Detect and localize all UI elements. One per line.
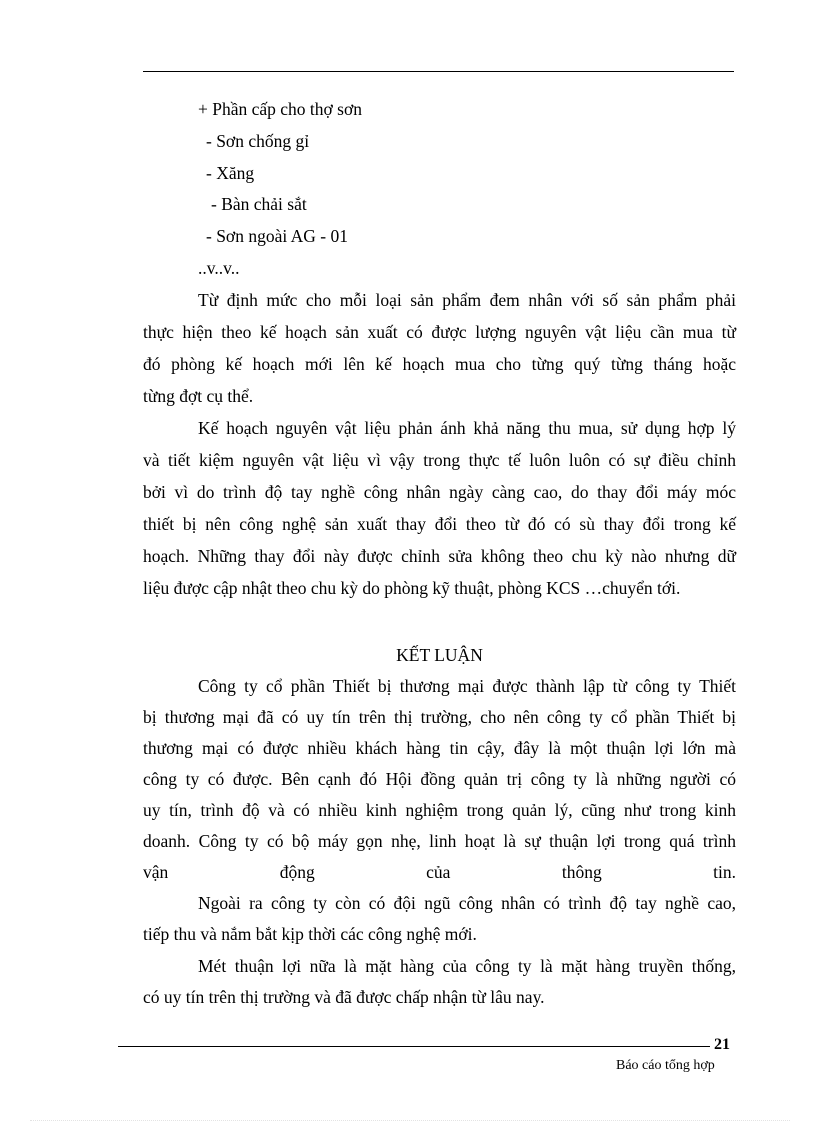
page-number: 21 [714, 1036, 730, 1053]
material-item: - Sơn ngoài AG - 01 [206, 226, 348, 246]
conclusion-line: Công ty cổ phần Thiết bị thương mại được thành lập từ công ty Thiết [198, 676, 736, 696]
materials-heading: + Phần cấp cho thợ sơn [198, 99, 362, 119]
conclusion-line: tiếp thu và nắm bắt kịp thời các công nghệ mới. [143, 924, 477, 944]
conclusion-line: bị thương mại đã có uy tín trên thị trường, cho nên công ty cổ phần Thiết bị [143, 707, 736, 727]
paragraph-line: Kế hoạch nguyên vật liệu phản ánh khả năng thu mua, sử dụng hợp lý [198, 418, 736, 438]
paragraph-line: liệu được cập nhật theo chu kỳ do phòng kỹ thuật, phòng KCS …chuyển tới. [143, 578, 681, 598]
conclusion-title: KẾT LUẬN [396, 645, 483, 665]
footer-title: Báo cáo tổng hợp [616, 1058, 715, 1073]
header-rule [143, 71, 734, 72]
material-item: - Sơn chống gỉ [206, 131, 310, 151]
page-edge-divider [30, 1120, 790, 1121]
paragraph-line: từng đợt cụ thể. [143, 386, 254, 406]
paragraph-line: đó phòng kế hoạch mới lên kế hoạch mua cho từng quý từng tháng hoặc [143, 354, 736, 374]
conclusion-line: doanh. Công ty có bộ máy gọn nhẹ, linh hoạt là sự thuận lợi trong quá trình [143, 831, 736, 851]
paragraph-line: thực hiện theo kế hoạch sản xuất có được lượng nguyên vật liệu cần mua từ [143, 322, 736, 342]
conclusion-line: vận động của thông tin. [143, 862, 736, 882]
paragraph-line: Từ định mức cho mỗi loại sản phẩm đem nhân với số sản phẩm phải [198, 290, 736, 310]
conclusion-line: có uy tín trên thị trường và đã được chấp nhận từ lâu nay. [143, 987, 545, 1007]
etc-text: ..v..v.. [198, 258, 240, 278]
material-item: - Bàn chải sắt [211, 194, 307, 214]
paragraph-line: thiết bị nên công nghệ sản xuất thay đổi theo từ đó có sù thay đổi trong kế [143, 514, 736, 534]
conclusion-line: Ngoài ra công ty còn có đội ngũ công nhân có trình độ tay nghề cao, [198, 893, 736, 913]
paragraph-line: và tiết kiệm nguyên vật liệu vì vậy trong thực tế luôn luôn có sự điều chỉnh [143, 450, 736, 470]
conclusion-line: thương mại có được nhiều khách hàng tin cậy, đây là một thuận lợi lớn mà [143, 738, 736, 758]
paragraph-line: hoạch. Những thay đổi này được chỉnh sửa không theo chu kỳ nào nhưng dữ [143, 546, 736, 566]
conclusion-line: uy tín, trình độ và có nhiều kinh nghiệm trong quản lý, cũng như trong kinh [143, 800, 736, 820]
conclusion-line: công ty có được. Bên cạnh đó Hội đồng quản trị công ty là những người có [143, 769, 736, 789]
conclusion-line: Mét thuận lợi nữa là mặt hàng của công ty là mặt hàng truyền thống, [198, 956, 736, 976]
footer-rule [118, 1046, 710, 1047]
material-item: - Xăng [206, 163, 255, 183]
paragraph-line: bởi vì do trình độ tay nghề công nhân ngày càng cao, do thay đổi máy móc [143, 482, 736, 502]
